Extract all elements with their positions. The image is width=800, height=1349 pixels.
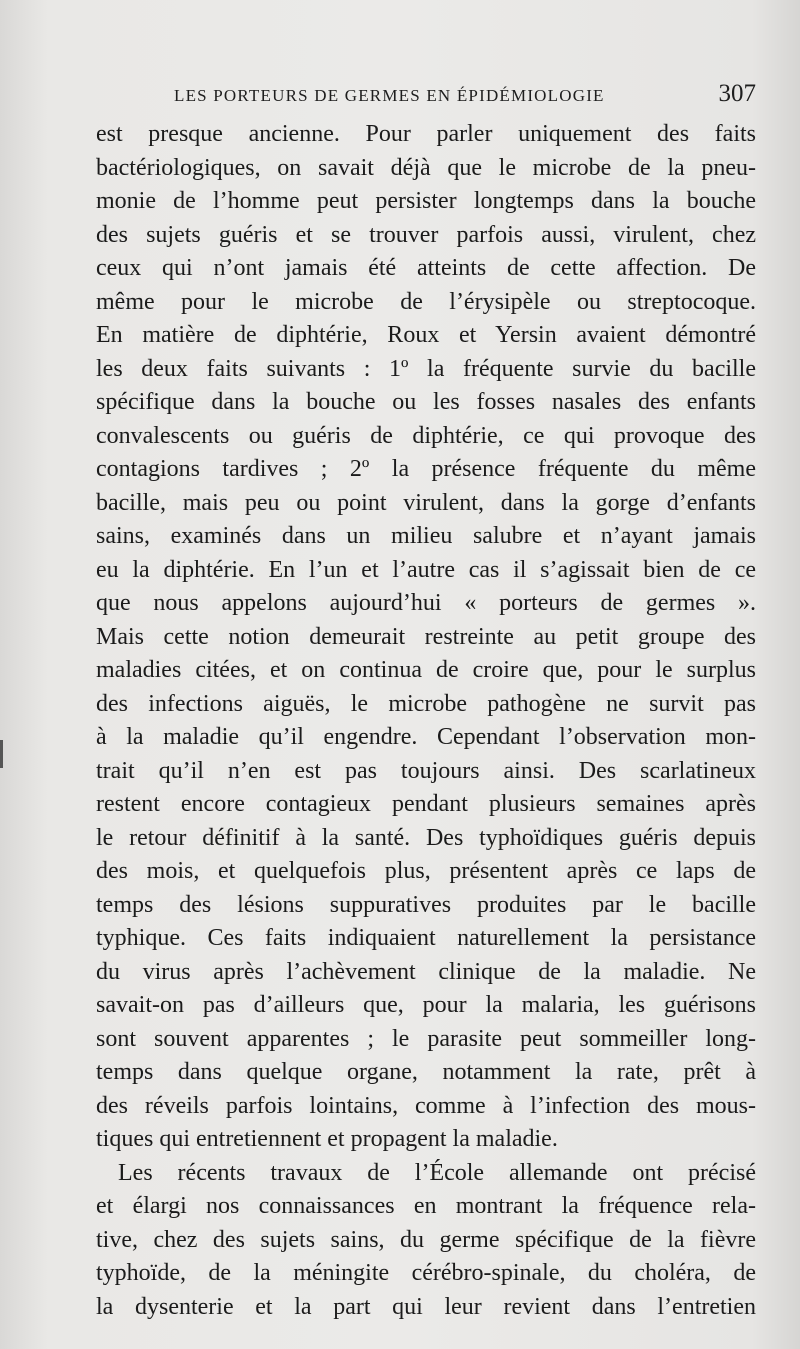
text-line: du virus après l’achèvement clinique de la maladie. Ne — [96, 958, 756, 985]
text-line: spécifique dans la bouche ou les fosses nasales des enfants — [96, 389, 756, 415]
text-line: trait qu’il n’en est pas toujours ainsi. Des scarlatineux — [96, 757, 756, 784]
running-header — [96, 80, 756, 114]
text-line: la dysenterie et la part qui leur revient dans l’entretien — [96, 1293, 756, 1320]
running-title: LES PORTEURS DE GERMES EN ÉPIDÉMIOLOGIE — [174, 86, 605, 105]
text-line: maladies citées, et on continua de croire que, pour le surplus — [96, 657, 756, 683]
text-line: les deux faits suivants : 1º la fréquente survie du bacille — [96, 355, 756, 382]
text-line: typhique. Ces faits indiquaient naturellement la persistance — [96, 925, 756, 951]
body-text — [96, 118, 756, 1324]
text-line: Mais cette notion demeurait restreinte au petit groupe des — [96, 623, 756, 650]
text-line: sains, examinés dans un milieu salubre et n’ayant jamais — [96, 523, 756, 549]
text-line: et élargi nos connaissances en montrant la fréquence rela- — [96, 1193, 756, 1219]
text-line: des infections aiguës, le microbe pathogène ne survit pas — [96, 690, 756, 717]
margin-mark — [0, 740, 3, 768]
text-line: que nous appelons aujourd’hui « porteurs de germes ». — [96, 590, 756, 616]
text-line: convalescents ou guéris de diphtérie, ce qui provoque des — [96, 422, 756, 449]
text-line: temps dans quelque organe, notamment la rate, prêt à — [96, 1059, 756, 1085]
text-line: ceux qui n’ont jamais été atteints de cette affection. De — [96, 255, 756, 281]
text-line: monie de l’homme peut persister longtemps dans la bouche — [96, 188, 756, 214]
text-line: restent encore contagieux pendant plusieurs semaines après — [96, 791, 756, 817]
text-line: même pour le microbe de l’érysipèle ou streptocoque. — [96, 288, 756, 315]
paragraph-start-line: Les récents travaux de l’École allemande ont précisé — [118, 1159, 756, 1186]
text-line: bactériologiques, on savait déjà que le microbe de la pneu- — [96, 154, 756, 181]
text-line: des réveils parfois lointains, comme à l’infection des mous- — [96, 1092, 756, 1119]
paragraph-end-line: tiques qui entretiennent et propagent la maladie. — [96, 1126, 558, 1152]
text-line: contagions tardives ; 2º la présence fréquente du même — [96, 456, 756, 482]
text-line: typhoïde, de la méningite cérébro-spinale, du choléra, de — [96, 1260, 756, 1286]
text-line: à la maladie qu’il engendre. Cependant l’observation mon- — [96, 724, 756, 750]
text-line: savait-on pas d’ailleurs que, pour la malaria, les guérisons — [96, 992, 756, 1018]
text-line: est presque ancienne. Pour parler uniquement des faits — [96, 121, 756, 147]
text-line: des mois, et quelquefois plus, présentent après ce laps de — [96, 858, 756, 884]
text-line: sont souvent apparentes ; le parasite peut sommeiller long- — [96, 1025, 756, 1052]
page-number: 307 — [718, 80, 756, 107]
text-line: En matière de diphtérie, Roux et Yersin avaient démontré — [96, 322, 756, 348]
text-line: temps des lésions suppuratives produites par le bacille — [96, 891, 756, 918]
text-line: le retour définitif à la santé. Des typhoïdiques guéris depuis — [96, 824, 756, 851]
text-line: bacille, mais peu ou point virulent, dans la gorge d’enfants — [96, 489, 756, 516]
text-line: des sujets guéris et se trouver parfois aussi, virulent, chez — [96, 221, 756, 248]
text-line: eu la diphtérie. En l’un et l’autre cas il s’agissait bien de ce — [96, 556, 756, 583]
text-line: tive, chez des sujets sains, du germe spécifique de la fièvre — [96, 1226, 756, 1253]
